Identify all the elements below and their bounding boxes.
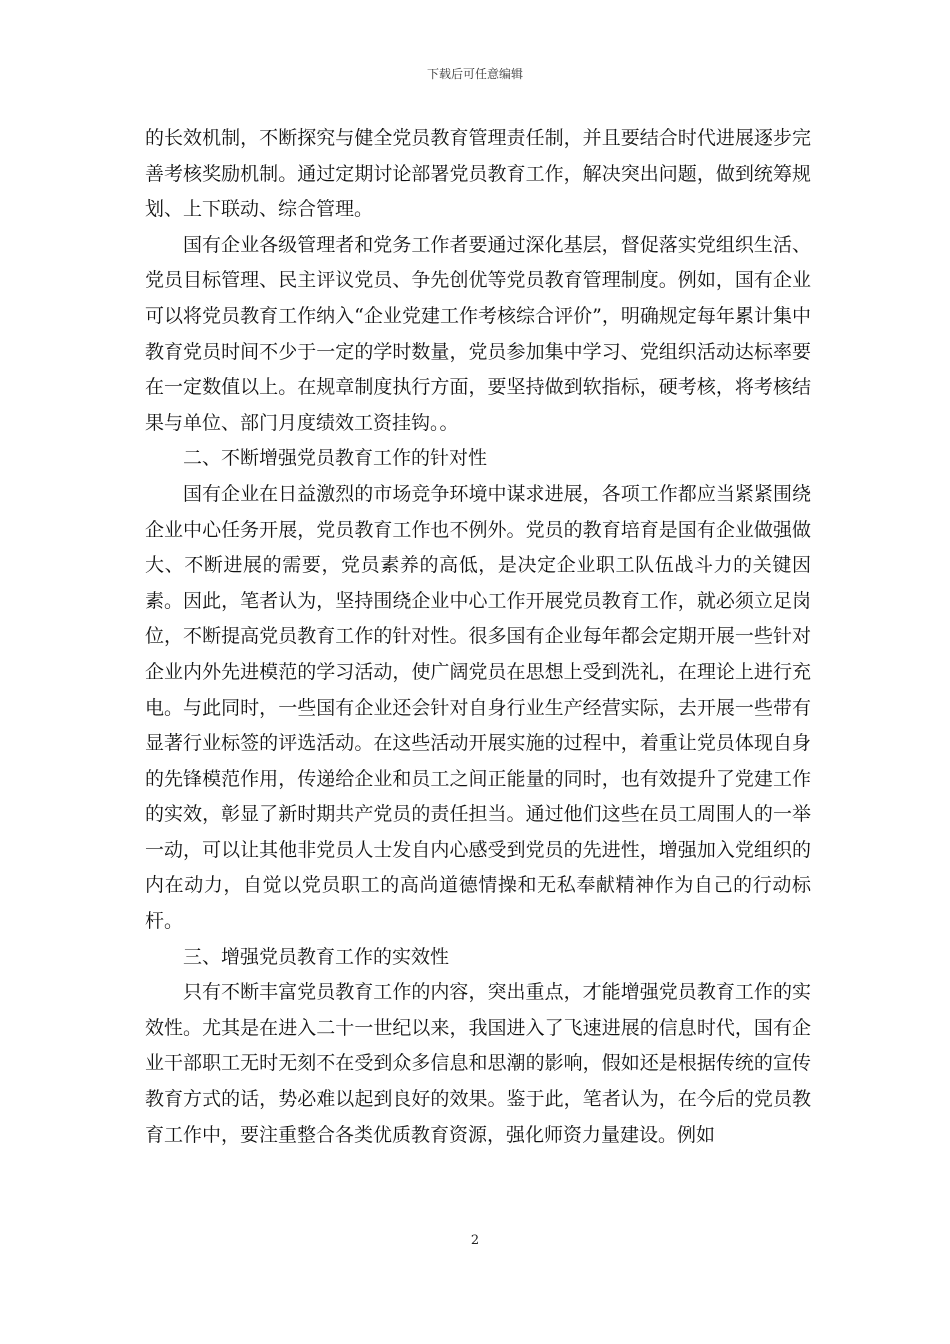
- page-number: 2: [470, 1233, 480, 1248]
- section-heading-3: 三、增强党员教育工作的实效性: [183, 945, 450, 968]
- paragraph-continued: 的长效机制，不断探究与健全党员教育管理责任制，并且要结合时代进展逐步完善考核奖励机制。通过定期讨论部署党员教育工作，解决突出问题，做到统筹规划、上下联动、综合管理。: [145, 127, 811, 221]
- document-body: [145, 121, 811, 1153]
- paragraph-targeting: 国有企业在日益激烈的市场竞争环境中谋求进展，各项工作都应当紧紧围绕企业中心任务开展，党员教育工作也不例外。党员的教育培育是国有企业做强做大、不断进展的需要，党员素养的高低，是决定企业职工队伍战斗力的关键因素。因此，笔者认为，坚持围绕企业中心工作开展党员教育工作，就必须立足岗位，不断提高党员教育工作的针对性。很多国有企业每年都会定期开展一些针对企业内外先进模范的学习活动，使广阔党员在思想上受到洗礼，在理论上进行充电。与此同时，一些国有企业还会针对自身行业生产经营实际，去开展一些带有显著行业标签的评选活动。在这些活动开展实施的过程中，着重让党员体现自身的先锋模范作用，传递给企业和员工之间正能量的同时，也有效提升了党建工作的实效，彰显了新时期共产党员的责任担当。通过他们这些在员工周围人的一举一动，可以让其他非党员人士发自内心感受到党员的先进性，增强加入党组织的内在动力，自觉以党员职工的高尚道德情操和无私奉献精神作为自己的行动标杆。: [145, 482, 811, 933]
- paragraph-effectiveness: 只有不断丰富党员教育工作的内容，突出重点，才能增强党员教育工作的实效性。尤其是在进入二十一世纪以来，我国进入了飞速进展的信息时代，国有企业干部职工无时无刻不在受到众多信息和思潮的影响，假如还是根据传统的宣传教育方式的话，势必难以起到良好的效果。鉴于此，笔者认为，在今后的党员教育工作中，要注重整合各类优质教育资源，强化师资力量建设。例如: [145, 981, 811, 1146]
- page-header: 下载后可任意编辑: [426, 67, 523, 81]
- paragraph-management-system: 国有企业各级管理者和党务工作者要通过深化基层，督促落实党组织生活、党员目标管理、民主评议党员、争先创优等党员教育管理制度。例如，国有企业可以将党员教育工作纳入“企业党建工作考核综合评价”，明确规定每年累计集中教育党员时间不少于一定的学时数量，党员参加集中学习、党组织活动达标率要在一定数值以上。在规章制度执行方面，要坚持做到软指标，硬考核，将考核结果与单位、部门月度绩效工资挂钩。。: [145, 233, 811, 434]
- section-heading-2: 二、不断增强党员教育工作的针对性: [183, 447, 488, 470]
